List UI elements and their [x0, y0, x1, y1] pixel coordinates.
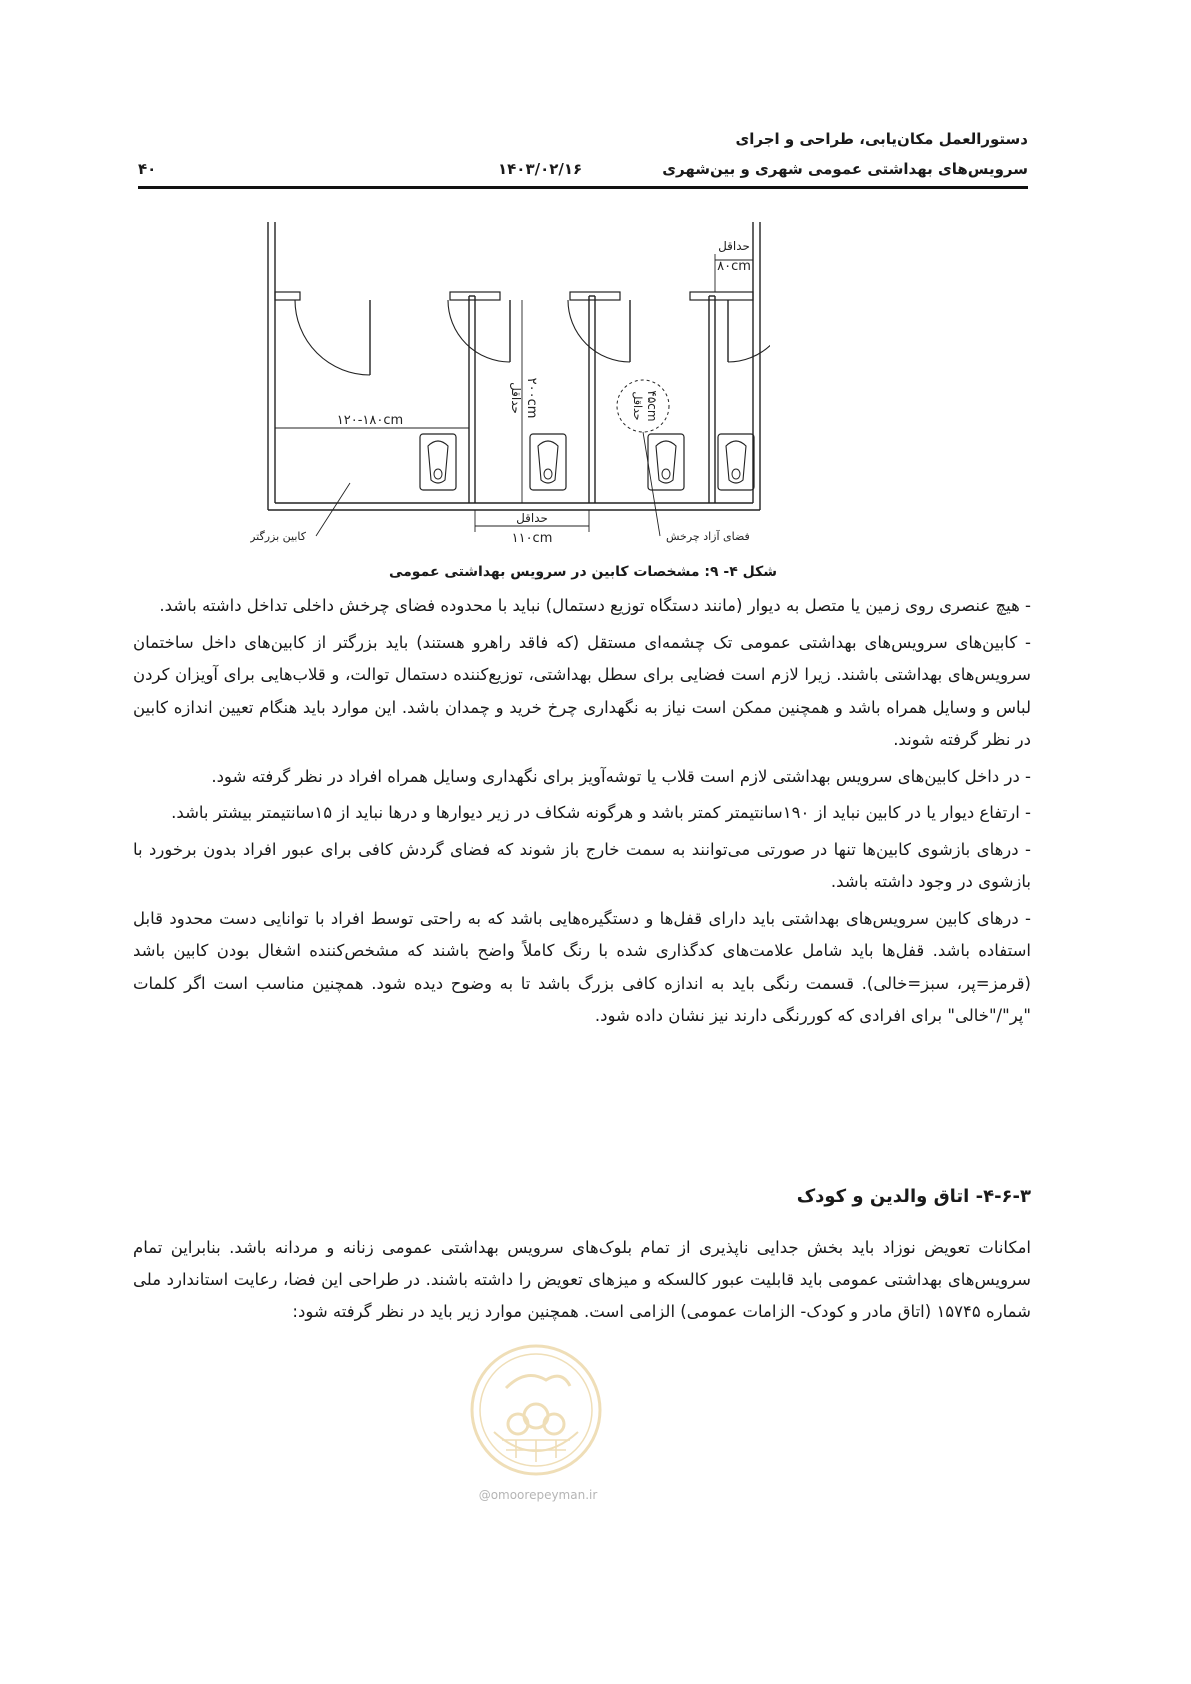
- label-big-cabin: کابین بزرگتر: [250, 530, 306, 543]
- paragraph: - کابین‌های سرویس‌های بهداشتی عمومی تک چشمه‌ای مستقل (که فاقد راهرو هستند) باید بزرگتر از کابین‌های داخل ساختمان سرویس‌های بهداشتی باشند. زیرا لازم است فضایی برای سطل بهداشتی، توزیع‌کننده دستمال توالت، و قلاب‌هایی برای آویزان کردن لباس و وسایل همراه باشد و همچنین ممکن است نیاز به نگهداری چرخ خرید و چمدان باشد. این موارد باید هنگام تعیین اندازه کابین در نظر گرفته شوند.: [133, 632, 1031, 749]
- toilet-drain: [434, 469, 442, 479]
- toilet-pan: [726, 441, 746, 483]
- dimension-label-min-45: حداقل: [631, 391, 644, 421]
- header-date: ۱۴۰۳/۰۲/۱۶: [498, 160, 583, 178]
- door-swing-arc: [568, 300, 630, 362]
- leader-line-free-space: [643, 432, 660, 536]
- paragraph: - هیچ عنصری روی زمین یا متصل به دیوار (مانند دستگاه توزیع دستمال) نباید با محدوده فضای چرخش داخلی تداخل داشته باشد.: [159, 596, 1031, 615]
- toilet-drain: [662, 469, 670, 479]
- cabin-plan-figure: [250, 218, 770, 563]
- door-swing-arc: [728, 300, 770, 362]
- dimension-label-80: ۸۰cm: [717, 259, 751, 274]
- dimension-label-min-80: حداقل: [718, 239, 750, 253]
- header-title-line2: سرویس‌های بهداشتی عمومی شهری و بین‌شهری: [662, 160, 1028, 178]
- watermark-url: @omoorepeyman.ir: [478, 1488, 598, 1502]
- toilet-drain: [732, 469, 740, 479]
- cabin-plan-drawing: [250, 218, 770, 563]
- section-title: ۴-۶-۳- اتاق والدین و کودک: [796, 1186, 1031, 1207]
- toilet-base: [530, 434, 566, 490]
- watermark-logo: [466, 1340, 606, 1480]
- front-wall-stub: [275, 292, 300, 300]
- paragraph: امکانات تعویض نوزاد باید بخش جدایی ناپذیری از تمام بلوک‌های سرویس بهداشتی عمومی زنانه و مردانه باشد. بنابراین تمام سرویس‌های بهداشتی عمومی باید قابلیت عبور کالسکه و میزهای تعویض را داشته باشند. در طراحی این فضا، رعایت استاندارد ملی شماره ۱۵۷۴۵ (اتاق مادر و کودک- الزامات عمومی) الزامی است. همچنین موارد زیر باید در نظر گرفته شود:: [133, 1238, 1031, 1321]
- header-title-line1: دستورالعمل مکان‌یابی، طراحی و اجرای: [735, 130, 1028, 148]
- toilet-base: [718, 434, 754, 490]
- paragraph: - ارتفاع دیوار یا در کابین نباید از ۱۹۰سانتیمتر کمتر باشد و هرگونه شکاف در زیر دیوارها و درها نباید از ۱۵سانتیمتر بیشتر باشد.: [171, 803, 1031, 822]
- dimension-label-110: ۱۱۰cm: [511, 531, 553, 546]
- toilet-drain: [544, 469, 552, 479]
- dimension-label-120-180: ۱۲۰-۱۸۰cm: [336, 413, 404, 428]
- dimension-label-45: ۴۵cm: [645, 390, 659, 422]
- label-free-space: فضای آزاد چرخش: [666, 530, 750, 543]
- page-header: [138, 120, 1028, 200]
- toilet-pan: [428, 441, 448, 483]
- toilet-base: [420, 434, 456, 490]
- toilet-base: [648, 434, 684, 490]
- paragraph: - در داخل کابین‌های سرویس بهداشتی لازم است قلاب یا توشه‌آویز برای نگهداری وسایل همراه افراد در نظر گرفته شود.: [211, 766, 1031, 786]
- dimension-label-min-200: حداقل: [509, 382, 523, 414]
- front-wall-stub: [690, 292, 753, 300]
- paragraph: - درهای بازشوی کابین‌ها تنها در صورتی می‌توانند به سمت خارج باز شوند که فضای گردش کافی برای عبور افراد بدون برخورد با بازشوی در وجود داشته باشد.: [133, 839, 1031, 891]
- body-text: [133, 590, 1031, 1037]
- figure-caption: شکل ۴- ۹: مشخصات کابین در سرویس بهداشتی عمومی: [388, 564, 778, 580]
- section-body: [133, 1232, 1031, 1328]
- paragraph: - درهای کابین سرویس‌های بهداشتی باید دارای قفل‌ها و دستگیره‌هایی باشد که به راحتی توسط افراد با توانایی دست محدود قابل استفاده باشد. قفل‌ها باید شامل علامت‌های کدگذاری شده با رنگ کاملاً واضح باشند که مشخص‌کننده اشغال بودن کابین باشد (قرمز=پر، سبز=خالی). قسمت رنگی باید به اندازه کافی بزرگ باشد تا به وضوح دیده شود. همچنین مناسب است اگر کلمات "پر"/"خالی" برای افرادی که کوررنگی دارند نیز نشان داده شود.: [133, 908, 1031, 1025]
- dimension-label-min-110: حداقل: [516, 511, 548, 525]
- page-number: ۴۰: [138, 160, 157, 178]
- header-rule: [138, 186, 1028, 189]
- toilet-pan: [538, 441, 558, 483]
- toilet-pan: [656, 441, 676, 483]
- door-swing-arc: [295, 300, 370, 375]
- door-swing-arc: [448, 300, 510, 362]
- dimension-label-200: ۲۰۰cm: [524, 377, 539, 419]
- watermark-seal-icon: [466, 1340, 606, 1480]
